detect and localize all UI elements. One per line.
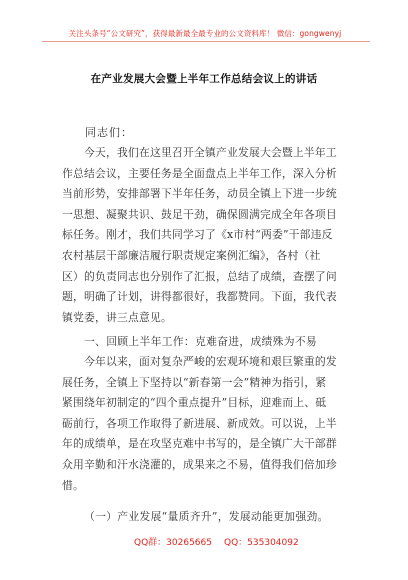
text-line: 紧围绕年初制定的“四个重点提升”目标，迎难而上、砥 — [62, 396, 327, 410]
text-line: 标任务。刚才，我们共同学习了《x市村“两委”干部违反 — [62, 228, 333, 242]
text-line: 年的成绩单，是在攻坚克难中书写的，是全镇广大干部群 — [62, 437, 337, 451]
text-line: 今年以来，面对复杂严峻的宏观环境和艰巨繁重的发 — [84, 355, 337, 368]
footer-qq: QQ：535304092 — [224, 538, 299, 548]
header-banner: 关注头条号“公文研究”，获得最新最全最专业的公文资料库！ 微信：gongwenyj — [68, 29, 342, 38]
text-line: 区）的负责同志也分别作了汇报，总结了成绩，查摆了问 — [62, 269, 337, 283]
text-line: 砺前行，各项工作取得了新进展、新成效。可以说，上半 — [62, 416, 337, 430]
text-line: 一思想、凝聚共识、鼓足干劲，确保圆满完成全年各项目 — [62, 207, 337, 221]
text-line: 作总结会议，主要任务是全面盘点上半年工作，深入分析 — [62, 166, 337, 180]
subheading-1: （一）产业发展“量质齐升”，发展动能更加强劲。 — [84, 510, 329, 523]
text-line: 众用辛勤和汗水浇灌的，成果来之不易，值得我们倍加珍 — [62, 457, 337, 471]
text-line: 农村基层干部廉洁履行职责规定案例汇编》，各村（社 — [62, 248, 321, 262]
paragraph-intro — [62, 143, 344, 328]
section-heading-1: 一、回顾上半年工作：克难奋进，成绩殊为不易 — [84, 335, 318, 348]
text-line: 镇党委，讲三点意见。 — [62, 310, 172, 324]
salutation: 同志们： — [85, 126, 133, 139]
footer-qq-group: QQ群：30265665 — [134, 538, 212, 548]
text-line: 今天，我们在这里召开全镇产业发展大会暨上半年工 — [84, 146, 337, 159]
text-line: 题，明确了计划，讲得都很好，我都赞同。下面，我代表 — [62, 290, 337, 304]
document-title: 在产业发展大会暨上半年工作总结会议上的讲话 — [90, 73, 318, 85]
text-line: 展任务，全镇上下坚持以“新春第一会”精神为指引，紧 — [62, 375, 327, 389]
paragraph-review — [62, 352, 344, 496]
text-line: 惜。 — [62, 478, 84, 492]
header-divider — [42, 41, 370, 42]
text-line: 当前形势，安排部署下半年任务，动员全镇上下进一步统 — [62, 187, 337, 201]
